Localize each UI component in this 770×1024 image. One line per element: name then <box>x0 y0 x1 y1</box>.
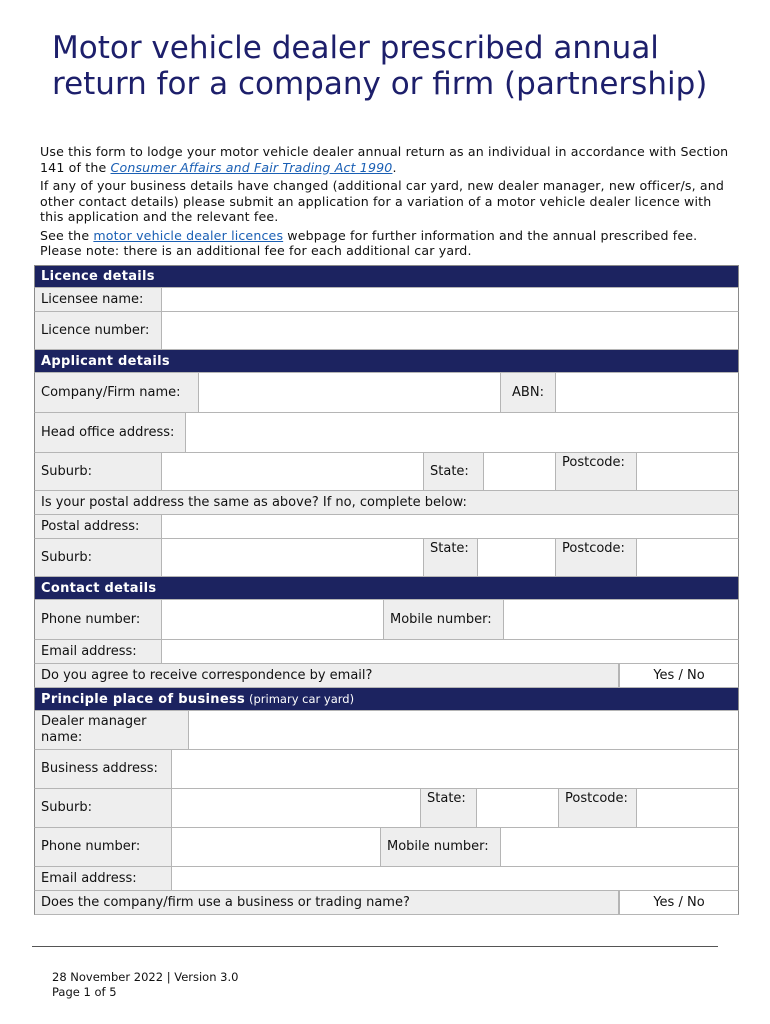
business-state-label: State: <box>421 789 477 827</box>
trading-name-label: Does the company/firm use a business or trading name? <box>35 891 619 914</box>
principal-header-text: Principle place of business <box>41 691 246 707</box>
contact-header-text: Contact details <box>41 580 157 596</box>
postal-postcode-label: Postcode: <box>556 539 637 576</box>
email-input[interactable] <box>162 640 738 663</box>
page-title: Motor vehicle dealer prescribed annual return for a company or firm (partnership) <box>52 30 708 102</box>
abn-input[interactable] <box>556 373 738 412</box>
licensee-name-row <box>34 288 739 312</box>
email-consent-yes-no[interactable]: Yes / No <box>619 664 738 687</box>
intro-paragraph-2: If any of your business details have changed (additional car yard, new dealer manager, new officer/s, and other contact details) please submit an application for a variation of a motor vehicle dealer licence with this application and the relevant fee. <box>40 178 725 224</box>
business-suburb-row <box>34 789 739 828</box>
state-input[interactable] <box>484 453 556 490</box>
head-office-input[interactable] <box>186 413 738 452</box>
business-email-label: Email address: <box>35 867 172 890</box>
business-postcode-input[interactable] <box>637 789 738 827</box>
dealer-manager-label: Dealer manager name: <box>35 711 189 749</box>
intro-text-1a: Use this form to lodge your motor vehicle dealer annual return as an individual in accordance with Section 141 of the <box>40 144 729 175</box>
intro-paragraph-3 <box>40 228 730 259</box>
licensee-name-input[interactable] <box>162 288 738 311</box>
email-row <box>34 640 739 664</box>
intro-text-1b: . <box>392 159 397 175</box>
intro-paragraph-1 <box>40 144 730 175</box>
business-mobile-input[interactable] <box>501 828 738 866</box>
postal-state-label: State: <box>424 539 478 576</box>
postcode-input[interactable] <box>637 453 738 490</box>
annual-return-form <box>34 265 739 915</box>
business-phone-row <box>34 828 739 867</box>
applicant-details-header <box>34 350 739 373</box>
dealer-licences-link[interactable]: motor vehicle dealer licences <box>93 227 284 243</box>
business-suburb-input[interactable] <box>172 789 421 827</box>
company-name-label: Company/Firm name: <box>35 373 199 412</box>
business-state-input[interactable] <box>477 789 559 827</box>
principal-header-subtext: (primary car yard) <box>249 692 355 706</box>
business-postcode-label: Postcode: <box>559 789 637 827</box>
licence-number-row <box>34 312 739 350</box>
business-phone-label: Phone number: <box>35 828 172 866</box>
business-phone-input[interactable] <box>172 828 381 866</box>
licence-details-header <box>34 265 739 288</box>
business-email-row <box>34 867 739 891</box>
intro-text <box>40 144 730 262</box>
business-mobile-label: Mobile number: <box>381 828 501 866</box>
postal-question-row <box>34 491 739 515</box>
postal-state-input[interactable] <box>478 539 556 576</box>
suburb-row <box>34 453 739 491</box>
email-consent-label: Do you agree to receive correspondence by email? <box>35 664 619 687</box>
intro-text-3b: webpage for further information and the annual prescribed fee. Please note: there is an additional fee for each additional car yard. <box>40 227 698 258</box>
footer-page-number: Page 1 of 5 <box>52 985 117 999</box>
dealer-manager-input[interactable] <box>189 711 738 749</box>
postal-suburb-row <box>34 539 739 577</box>
phone-label: Phone number: <box>35 600 162 639</box>
licence-number-label: Licence number: <box>35 312 162 349</box>
email-consent-row <box>34 664 739 688</box>
business-suburb-label: Suburb: <box>35 789 172 827</box>
licence-number-input[interactable] <box>162 312 738 349</box>
business-address-label: Business address: <box>35 750 172 788</box>
mobile-input[interactable] <box>504 600 738 639</box>
act-link[interactable]: Consumer Affairs and Fair Trading Act 1990 <box>110 159 393 175</box>
trading-name-row <box>34 891 739 915</box>
postal-suburb-input[interactable] <box>162 539 424 576</box>
postal-address-input[interactable] <box>162 515 738 538</box>
business-address-row <box>34 750 739 789</box>
phone-row <box>34 600 739 640</box>
licence-header-text: Licence details <box>41 269 155 284</box>
licensee-name-label: Licensee name: <box>35 288 162 311</box>
email-label: Email address: <box>35 640 162 663</box>
suburb-label: Suburb: <box>35 453 162 490</box>
footer-date-version: 28 November 2022 | Version 3.0 <box>52 970 239 984</box>
postal-address-row <box>34 515 739 539</box>
business-address-input[interactable] <box>172 750 738 788</box>
abn-label: ABN: <box>501 373 556 412</box>
postal-address-label: Postal address: <box>35 515 162 538</box>
principal-place-header <box>34 688 739 711</box>
head-office-row <box>34 413 739 453</box>
trading-name-yes-no[interactable]: Yes / No <box>619 891 738 914</box>
applicant-header-text: Applicant details <box>41 353 170 369</box>
suburb-input[interactable] <box>162 453 424 490</box>
postal-postcode-input[interactable] <box>637 539 738 576</box>
footer-divider <box>32 946 718 947</box>
footer <box>52 970 238 1000</box>
contact-details-header <box>34 577 739 600</box>
head-office-label: Head office address: <box>35 413 186 452</box>
phone-input[interactable] <box>162 600 384 639</box>
postcode-label: Postcode: <box>556 453 637 490</box>
intro-text-3a: See the <box>40 227 94 243</box>
mobile-label: Mobile number: <box>384 600 504 639</box>
postal-question-label: Is your postal address the same as above? If no, complete below: <box>35 491 738 514</box>
postal-suburb-label: Suburb: <box>35 539 162 576</box>
business-email-input[interactable] <box>172 867 738 890</box>
dealer-manager-row <box>34 711 739 750</box>
company-name-input[interactable] <box>199 373 501 412</box>
state-label: State: <box>424 453 484 490</box>
company-name-row <box>34 373 739 413</box>
